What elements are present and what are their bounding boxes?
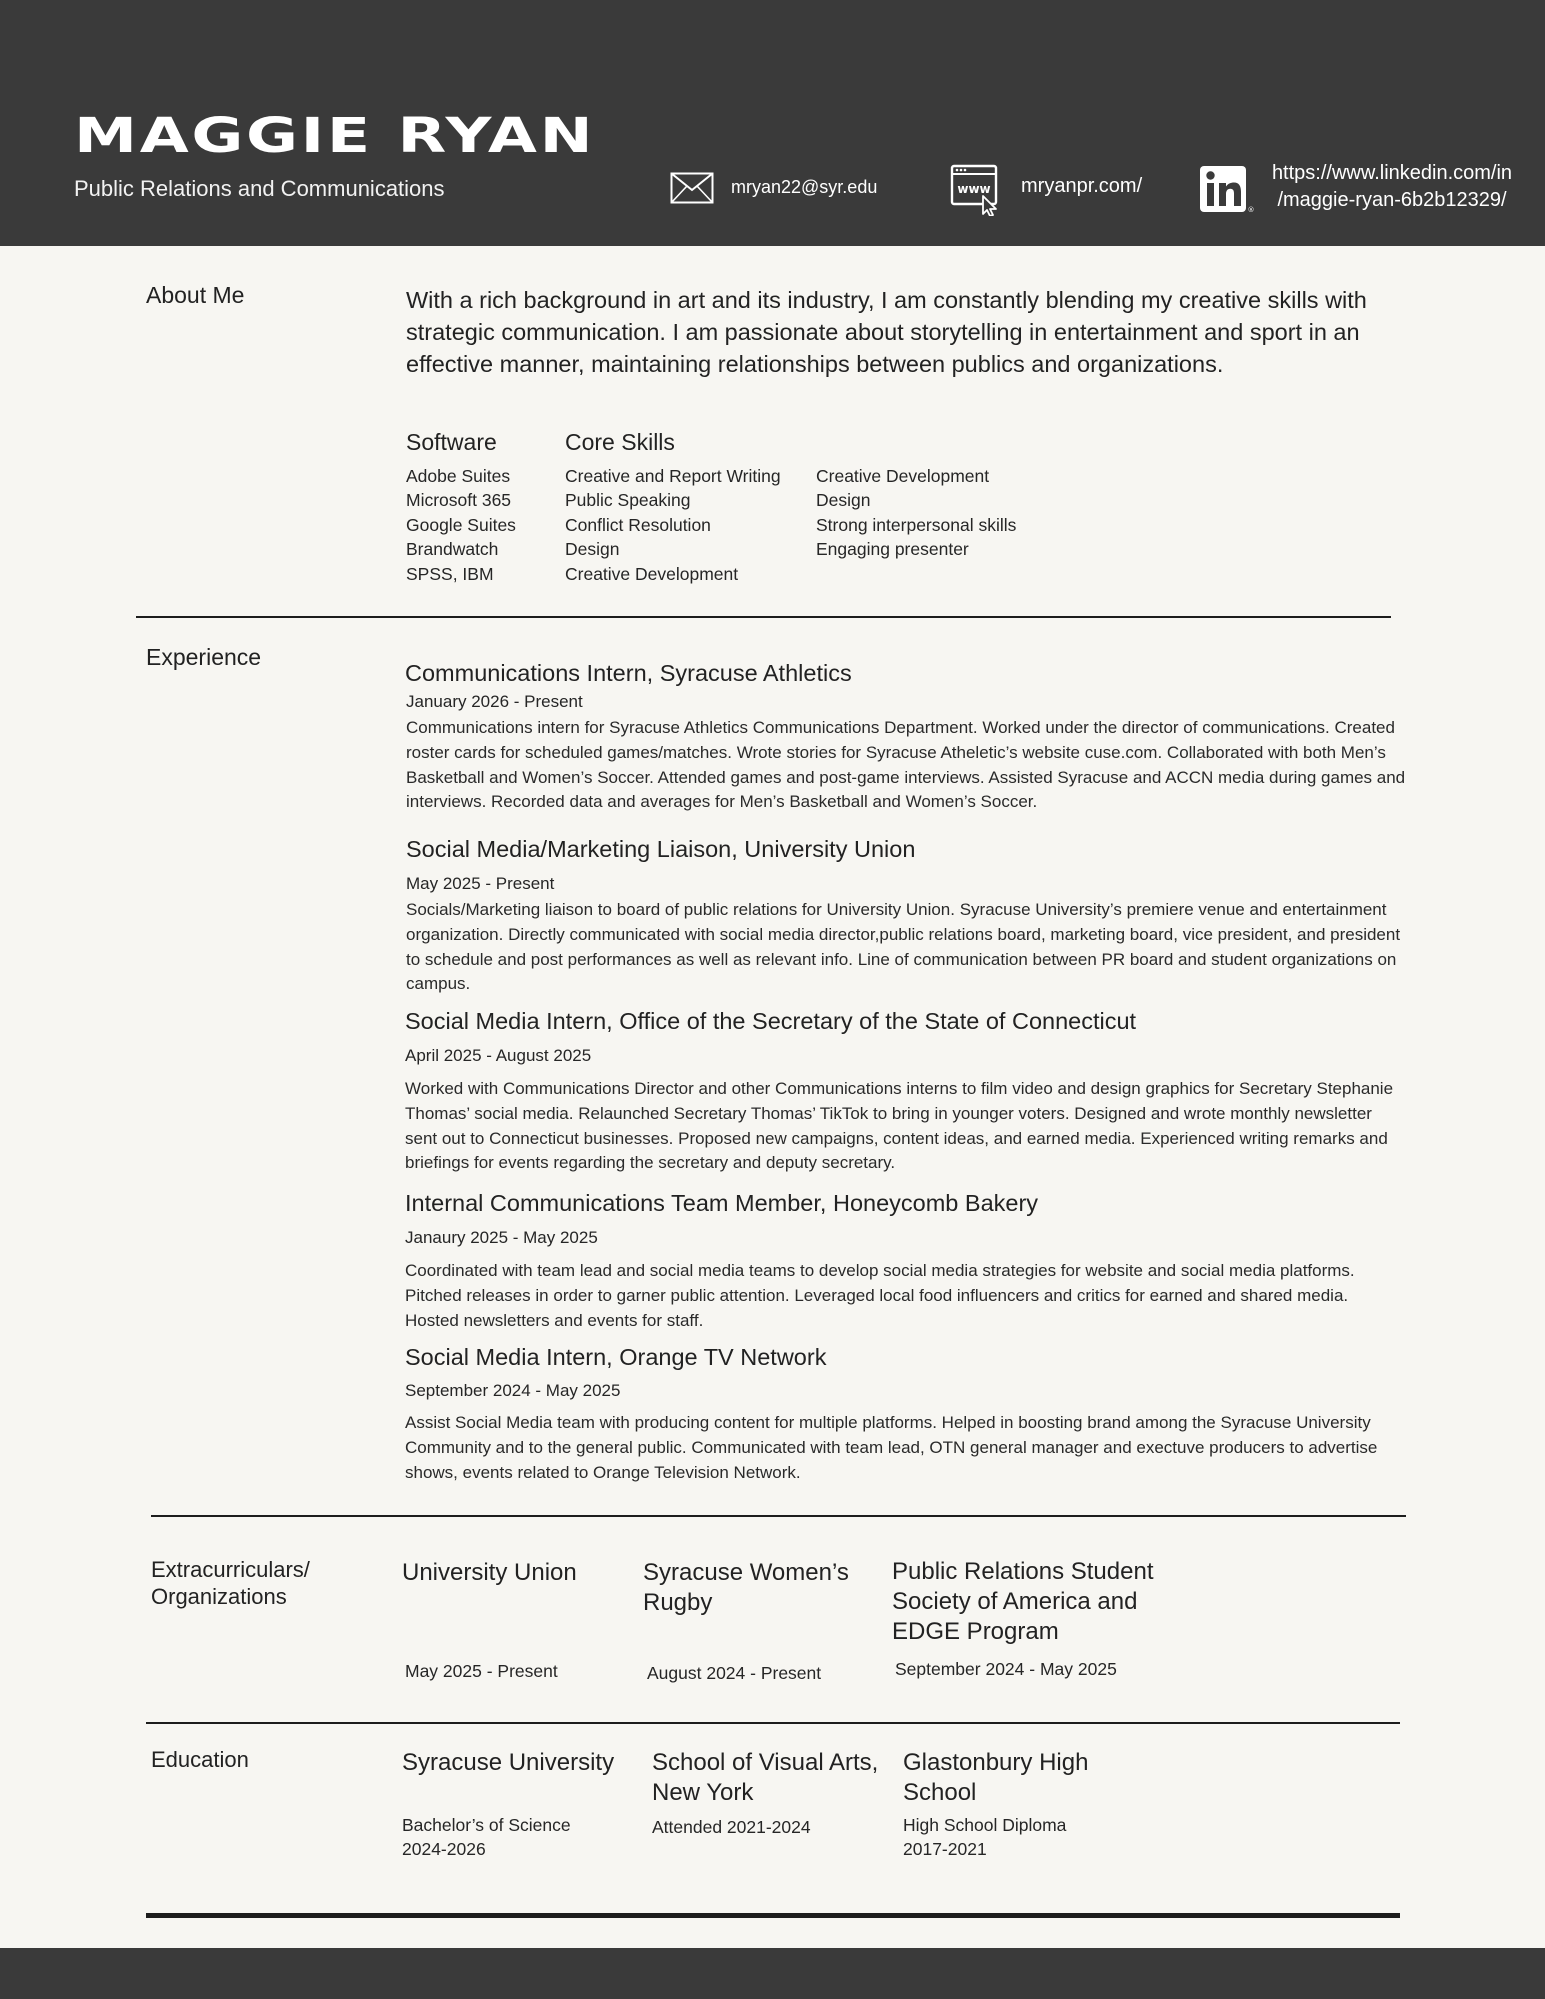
svg-text:®: ®	[1247, 206, 1255, 214]
list-item: Design	[816, 490, 871, 511]
about-text: With a rich background in art and its industry, I am constantly blending my creative skills with strategic communication. I am passionate about storytelling in entertainment and sport in an effective manner, maintaining relationships between publics and organizations.	[406, 287, 1367, 377]
job-description: Communications intern for Syracuse Athletics Communications Department. Worked under the director of communications. Created roster cards for scheduled games/matches. Wrote stories for Syracuse Atheletic’s website cuse.com. Collaborated with both Men’s Basketball and Women’s Soccer. Attended games and post-game interviews. Assisted Syracuse and ACCN media during games and interviews. Recorded data and averages for Men’s Basketball and Women’s Soccer.	[406, 718, 1406, 812]
extracurriculars-label	[151, 1556, 310, 1610]
extracurriculars-label-line-1: Extracurriculars/	[151, 1557, 310, 1582]
school-detail	[652, 1815, 811, 1839]
job-description: Coordinated with team lead and social media teams to develop social media strategies for website and social media platforms. Pitched releases in order to garner public attention. Leveraged local food influencers and critics for earned and shared media. Hosted newsletters and events for staff.	[405, 1261, 1355, 1330]
job-date: April 2025 - August 2025	[405, 1046, 592, 1065]
divider	[151, 1515, 1406, 1517]
org-name: Public Relations Student Society of America and EDGE Program	[892, 1558, 1154, 1645]
divider	[136, 616, 1391, 618]
job-date: January 2026 - Present	[406, 692, 583, 711]
software-heading: Software	[406, 429, 497, 455]
divider	[146, 1722, 1400, 1724]
job-title: Internal Communications Team Member, Honeycomb Bakery	[405, 1190, 1039, 1216]
school-detail-line: Attended 2021-2024	[652, 1817, 811, 1837]
education-label: Education	[151, 1747, 249, 1772]
org-name: Syracuse Women’s Rugby	[643, 1559, 849, 1616]
job-description: Worked with Communications Director and other Communications interns to film video and design graphics for Secretary Stephanie Thomas’ social media. Relaunched Secretary Thomas’ TikTok to bring in younger voters. Designed and wrote monthly newsletter sent out to Connecticut businesses. Proposed new campaigns, content ideas, and earned media. Experienced writing remarks and briefings for events regarding the secretary and deputy secretary.	[405, 1079, 1394, 1173]
experience-label: Experience	[146, 644, 262, 670]
website-link[interactable]: mryanpr.com/	[1021, 175, 1143, 197]
org-name: University Union	[402, 1559, 577, 1586]
school-detail-line: 2024-2026	[402, 1839, 486, 1859]
www-icon	[950, 164, 1004, 216]
envelope-icon	[670, 172, 714, 204]
core-skills-list-2	[816, 464, 1016, 562]
linkedin-icon	[1198, 164, 1256, 214]
list-item: Design	[565, 539, 620, 560]
list-item: Strong interpersonal skills	[816, 514, 1017, 535]
school-detail-line: Bachelor’s of Science	[402, 1815, 571, 1835]
core-skills-list-1	[565, 464, 781, 586]
list-item: Adobe Suites	[406, 466, 511, 486]
linkedin-link[interactable]	[1268, 160, 1516, 214]
job-description: Assist Social Media team with producing content for multiple platforms. Helped in boosting brand among the Syracuse University Community and to the general public. Communicated with team lead, OTN general manager and exectuve producers to advertise shows, events related to Orange Television Network.	[405, 1413, 1378, 1482]
job-date: September 2024 - May 2025	[405, 1381, 621, 1400]
school-detail	[903, 1813, 1066, 1861]
school-detail	[402, 1813, 571, 1861]
org-date: September 2024 - May 2025	[895, 1659, 1117, 1679]
list-item: Creative Development	[565, 563, 739, 584]
job-title: Social Media Intern, Office of the Secretary of the State of Connecticut	[405, 1008, 1137, 1034]
school-detail-line: High School Diploma	[903, 1815, 1067, 1835]
school-detail-line: 2017-2021	[903, 1839, 987, 1859]
list-item: SPSS, IBM	[406, 563, 494, 584]
org-date: August 2024 - Present	[647, 1663, 822, 1683]
linkedin-url-line-2: /maggie-ryan-6b2b12329/	[1277, 189, 1507, 211]
list-item: Brandwatch	[406, 539, 499, 560]
list-item: Google Suites	[406, 514, 516, 535]
job-title: Communications Intern, Syracuse Athletics	[405, 660, 852, 686]
job-date: May 2025 - Present	[406, 874, 555, 893]
list-item: Conflict Resolution	[565, 514, 711, 535]
list-item: Engaging presenter	[816, 539, 969, 560]
job-date: Janaury 2025 - May 2025	[405, 1228, 598, 1247]
core-skills-heading: Core Skills	[565, 429, 675, 455]
job-description: Socials/Marketing liaison to board of public relations for University Union. Syracuse University’s premiere venue and entertainment organization. Directly communicated with social media director,public relations board, marketing board, vice president, and president to schedule and post performances as well as relevant info. Line of communication between PR board and student organizations on campus.	[406, 900, 1401, 994]
school-name: Syracuse University	[402, 1749, 615, 1776]
job-title: Social Media/Marketing Liaison, University Union	[406, 836, 916, 862]
job-title: Social Media Intern, Orange TV Network	[405, 1344, 827, 1370]
person-role: Public Relations and Communications	[74, 176, 445, 201]
bottom-divider	[146, 1913, 1400, 1918]
list-item: Microsoft 365	[406, 490, 512, 511]
list-item: Creative and Report Writing	[565, 466, 781, 486]
extracurriculars-label-line-2: Organizations	[151, 1584, 287, 1609]
school-name: Glastonbury High School	[903, 1749, 1089, 1806]
school-name: School of Visual Arts, New York	[652, 1749, 879, 1806]
person-name: MAGGIE RYAN	[74, 108, 596, 164]
header-banner	[0, 0, 1545, 246]
about-label: About Me	[146, 282, 245, 308]
linkedin-url-line-1: https://www.linkedin.com/in	[1271, 162, 1513, 184]
software-list	[406, 464, 516, 586]
org-date: May 2025 - Present	[405, 1661, 558, 1681]
footer-band	[0, 1948, 1545, 1999]
list-item: Creative Development	[816, 466, 990, 486]
list-item: Public Speaking	[565, 490, 691, 511]
email-link[interactable]: mryan22@syr.edu	[731, 177, 878, 197]
svg-text:www: www	[957, 182, 991, 196]
